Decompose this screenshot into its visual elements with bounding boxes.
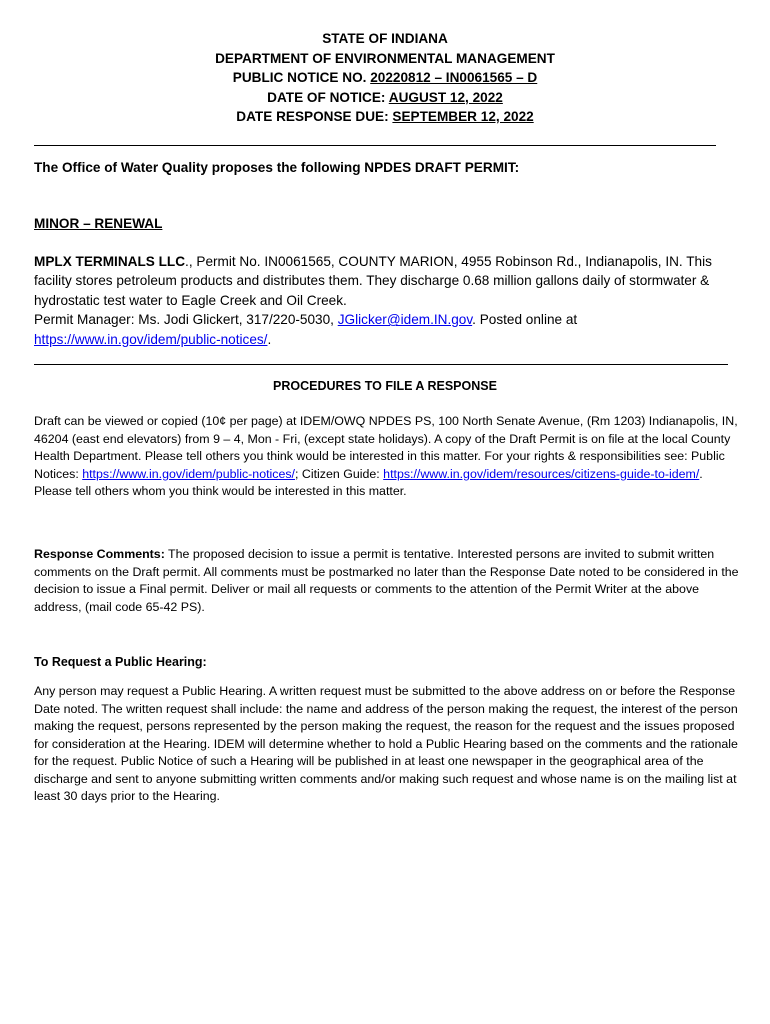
viewing-paragraph (34, 413, 739, 501)
permit-manager-text: Permit Manager: Ms. Jodi Glickert, 317/220-5030, (34, 312, 338, 328)
facility-name: MPLX TERMINALS LLC (34, 254, 186, 269)
notice-number-label: PUBLIC NOTICE NO. (232, 70, 371, 85)
citizens-guide-link[interactable]: https://www.in.gov/idem/resources/citizens-guide-to-idem/ (383, 466, 700, 481)
header-divider (34, 145, 716, 146)
public-hearing-title: To Request a Public Hearing: (34, 655, 207, 669)
viewing-text-end: . Please tell others whom you think would be interested in this matter. (34, 466, 703, 498)
state-title: STATE OF INDIANA (322, 31, 448, 46)
viewing-text: Draft can be viewed or copied (10¢ per page) at IDEM/OWQ NPDES PS, 100 North Senate Avenue, (Rm 1203) Indianapolis, IN, 46204 (east end elevators) from 9 – 4, Mon - Fri, (except state holidays). A copy of the Draft Permit is on file at the local County Health Department. Please tell others you think would be interested in this matter. For your rights & responsibilities see: Public Notices: (34, 414, 738, 481)
posted-online-text: . Posted online at (472, 312, 578, 328)
notice-number-value: 20220812 – IN0061565 – D (370, 70, 538, 85)
public-notices-rights-link[interactable]: https://www.in.gov/idem/public-notices/ (82, 466, 296, 481)
response-due-line (0, 107, 770, 127)
facility-block (34, 252, 739, 349)
department-title: DEPARTMENT OF ENVIRONMENTAL MANAGEMENT (215, 50, 555, 66)
notice-header (0, 29, 770, 127)
procedures-title: PROCEDURES TO FILE A RESPONSE (273, 379, 497, 393)
response-comments-label: Response Comments: (34, 547, 165, 561)
permit-manager-email-link[interactable]: JGlicker@idem.IN.gov (337, 312, 473, 328)
public-hearing-paragraph: Any person may request a Public Hearing. A written request must be submitted to the above address on or before the Response Date noted. The written request shall include: the name and address of the person making the request, the interest of the person making the request, persons represented by the person making the request, the reason for the request and the issues proposed for consideration at the Hearing. IDEM will determine whether to hold a Public Hearing based on the comments and the rationale for the request. Public Notice of such a Hearing will be published in at least one newspaper in the geographical area of the discharge and sent to anyone submitting written comments and/or making such request and whose name is on the mailing list at least 30 days prior to the Hearing. (34, 684, 738, 803)
response-due-label: DATE RESPONSE DUE: (236, 109, 393, 124)
response-due-value: SEPTEMBER 12, 2022 (392, 109, 534, 124)
intro-statement: The Office of Water Quality proposes the following NPDES DRAFT PERMIT: (34, 160, 520, 175)
notice-date-value: AUGUST 12, 2022 (388, 89, 503, 105)
response-comments-paragraph (34, 546, 739, 616)
facility-description: ., Permit No. IN0061565, COUNTY MARION, 4955 Robinson Rd., Indianapolis, IN. This facility stores petroleum products and distributes them. They discharge 0.68 million gallons daily of stormwater & hydrostatic test water to Eagle Creek and Oil Creek. (34, 254, 712, 308)
notice-date-line (0, 88, 770, 108)
facility-divider (34, 364, 728, 365)
response-comments-text: The proposed decision to issue a permit is tentative. Interested persons are invited to submit written comments on the Draft permit. All comments must be postmarked no later than the Response Date noted to be considered in the decision to issue a Final permit. Deliver or mail all requests or comments to the attention of the Permit Writer at the above address, (mail code 65-42 PS). (34, 547, 739, 614)
public-notices-link[interactable]: https://www.in.gov/idem/public-notices/ (34, 331, 268, 347)
facility-end-punct: . (267, 331, 272, 347)
citizen-guide-label: ; Citizen Guide: (295, 466, 384, 481)
notice-number-line (0, 68, 770, 88)
permit-category: MINOR – RENEWAL (34, 216, 163, 231)
notice-date-label: DATE OF NOTICE: (267, 89, 389, 105)
